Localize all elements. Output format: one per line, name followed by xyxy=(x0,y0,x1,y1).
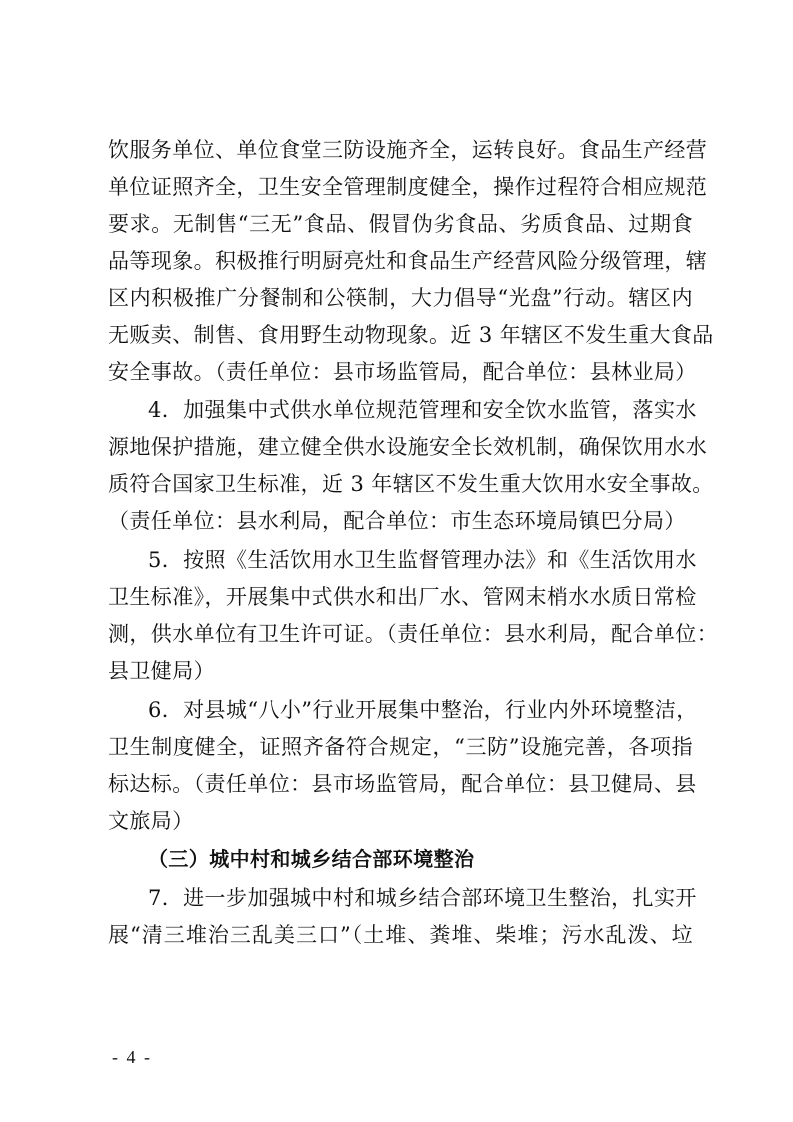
body-line: 无贩卖、制售、食用野生动物现象。近 3 年辖区不发生重大食品 xyxy=(108,323,714,347)
body-line: （责任单位：县水利局，配合单位：市生态环境局镇巴分局） xyxy=(108,509,686,533)
paragraph-4-first-line: 4．加强集中式供水单位规范管理和安全饮水监管，落实水 xyxy=(148,398,697,422)
body-line: 源地保护措施，建立健全供水设施安全长效机制，确保饮用水水 xyxy=(108,435,708,459)
body-line: 县卫健局） xyxy=(108,659,215,683)
body-line: 要求。无制售“三无”食品、假冒伪劣食品、劣质食品、过期食 xyxy=(108,212,693,236)
body-line: 质符合国家卫生标准，近 3 年辖区不发生重大饮用水安全事故。 xyxy=(108,472,714,496)
body-line: 安全事故。（责任单位：县市场监管局，配合单位：县林业局） xyxy=(108,360,697,384)
body-line: 文旅局） xyxy=(108,809,194,833)
body-line: 区内积极推广分餐制和公筷制，大力倡导“光盘”行动。辖区内 xyxy=(108,286,693,310)
body-line: 饮服务单位、单位食堂三防设施齐全，运转良好。食品生产经营 xyxy=(108,138,708,162)
body-line: 卫生制度健全，证照齐备符合规定，“三防”设施完善，各项指 xyxy=(108,735,693,759)
paragraph-5-first-line: 5．按照《生活饮用水卫生监督管理办法》和《生活饮用水 xyxy=(148,548,697,572)
body-line: 测，供水单位有卫生许可证。（责任单位：县水利局，配合单位： xyxy=(108,622,719,646)
body-line: 卫生标准》，开展集中式供水和出厂水、管网末梢水水质日常检 xyxy=(108,585,697,609)
body-line: 单位证照齐全，卫生安全管理制度健全，操作过程符合相应规范 xyxy=(108,175,708,199)
section-heading: （三）城中村和城乡结合部环境整治 xyxy=(148,847,475,871)
paragraph-6-first-line: 6．对县城“八小”行业开展集中整治，行业内外环境整洁， xyxy=(148,698,698,722)
body-line: 展“清三堆治三乱美三口”（土堆、粪堆、柴堆；污水乱泼、垃 xyxy=(108,923,693,947)
paragraph-7-first-line: 7．进一步加强城中村和城乡结合部环境卫生整治，扎实开 xyxy=(148,886,697,910)
page-number: - 4 - xyxy=(112,1047,152,1067)
body-line: 品等现象。积极推行明厨亮灶和食品生产经营风险分级管理，辖 xyxy=(108,249,708,273)
body-line: 标达标。（责任单位：县市场监管局，配合单位：县卫健局、县 xyxy=(108,772,697,796)
